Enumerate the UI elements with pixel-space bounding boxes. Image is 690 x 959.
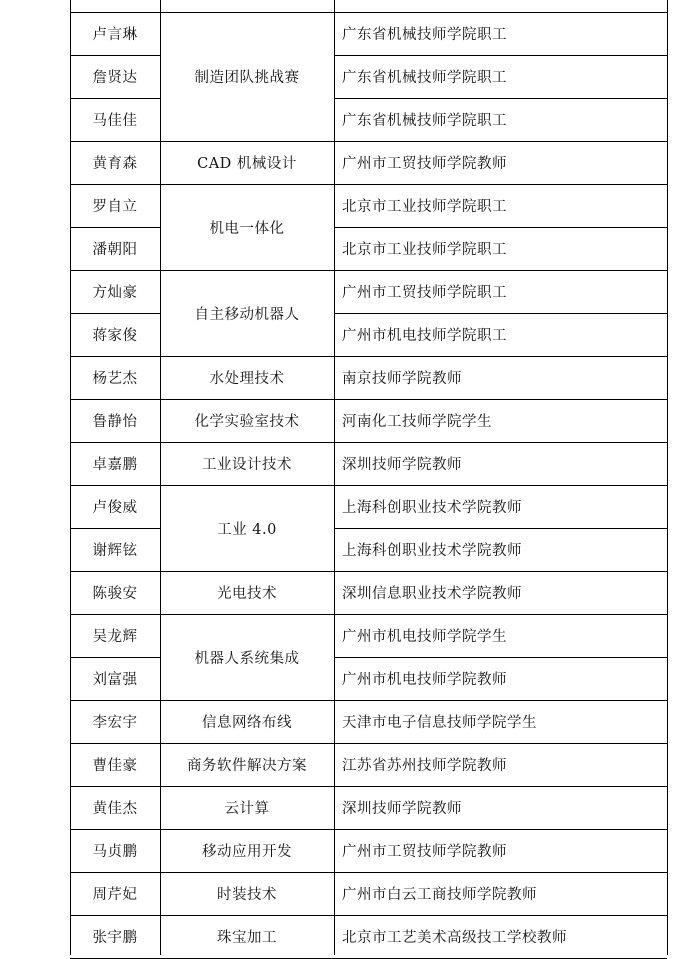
event-cell: 制造团队挑战赛 (194, 70, 300, 86)
event-cell: CAD 机械设计 (197, 156, 297, 172)
name-cell: 黄佳杰 (92, 801, 138, 817)
name-cell: 潘朝阳 (92, 242, 138, 258)
event-cell: 珠宝加工 (217, 930, 277, 946)
name-cell: 杨艺杰 (92, 371, 138, 387)
name-cell: 谢辉铉 (92, 543, 138, 559)
name-cell: 李宏宇 (92, 715, 138, 731)
unit-cell: 北京市工业技师学院职工 (342, 242, 507, 258)
event-cell: 水处理技术 (209, 371, 285, 387)
name-cell: 罗自立 (92, 199, 138, 215)
unit-cell: 深圳技师学院教师 (342, 457, 462, 473)
unit-cell: 广州市白云工商技师学院教师 (342, 887, 537, 903)
name-cell: 蒋家俊 (92, 328, 138, 344)
table-border-right (667, 0, 668, 955)
event-cell: 移动应用开发 (202, 844, 292, 860)
name-cell: 鲁静怡 (92, 414, 138, 430)
name-cell: 刘富强 (92, 672, 138, 688)
unit-cell: 广州市机电技师学院学生 (342, 629, 507, 645)
unit-cell: 北京市工艺美术高级技工学校教师 (342, 930, 567, 946)
unit-cell: 广州市机电技师学院教师 (342, 672, 507, 688)
event-cell: 商务软件解决方案 (187, 758, 307, 774)
name-cell: 周芹妃 (92, 887, 138, 903)
name-cell: 陈骏安 (92, 586, 138, 602)
event-cell: 工业 4.0 (217, 521, 277, 538)
unit-cell: 河南化工技师学院学生 (342, 414, 492, 430)
name-cell: 张宇鹏 (92, 930, 138, 946)
event-cell: 机器人系统集成 (194, 650, 300, 667)
unit-cell: 广州市工贸技师学院教师 (342, 156, 507, 172)
name-cell: 马佳佳 (92, 113, 138, 129)
unit-cell: 深圳信息职业技术学院教师 (342, 586, 522, 602)
unit-cell: 上海科创职业技术学院教师 (342, 500, 522, 516)
name-cell: 卢俊威 (92, 500, 138, 516)
unit-cell: 上海科创职业技术学院教师 (342, 543, 522, 559)
unit-cell: 广州市机电技师学院职工 (342, 328, 507, 344)
unit-cell: 广州市工贸技师学院教师 (342, 844, 507, 860)
event-cell: 光电技术 (217, 586, 277, 602)
unit-cell: 广东省机械技师学院职工 (342, 70, 507, 86)
event-cell: 自主移动机器人 (194, 306, 300, 323)
event-cell: 云计算 (224, 801, 270, 817)
name-cell: 卓嘉鹏 (92, 457, 138, 473)
unit-cell: 天津市电子信息技师学院学生 (342, 715, 537, 731)
name-cell: 方灿豪 (92, 285, 138, 301)
name-cell: 黄育森 (92, 156, 138, 172)
event-cell: 时装技术 (217, 887, 277, 903)
unit-cell: 北京市工业技师学院职工 (342, 199, 507, 215)
unit-cell: 江苏省苏州技师学院教师 (342, 758, 507, 774)
name-cell: 詹贤达 (92, 70, 138, 86)
unit-cell: 广东省机械技师学院职工 (342, 113, 507, 129)
unit-cell: 广东省机械技师学院职工 (342, 27, 507, 43)
name-cell: 吴龙辉 (92, 629, 138, 645)
event-cell: 工业设计技术 (202, 457, 292, 473)
name-cell: 卢言琳 (92, 27, 138, 43)
unit-cell: 广州市工贸技师学院职工 (342, 285, 507, 301)
name-cell: 曹佳豪 (92, 758, 138, 774)
name-cell: 马贞鹏 (92, 844, 138, 860)
unit-cell: 南京技师学院教师 (342, 371, 462, 387)
event-cell: 信息网络布线 (202, 715, 292, 731)
unit-cell: 深圳技师学院教师 (342, 801, 462, 817)
event-cell: 化学实验室技术 (194, 414, 300, 430)
event-cell: 机电一体化 (209, 220, 285, 237)
